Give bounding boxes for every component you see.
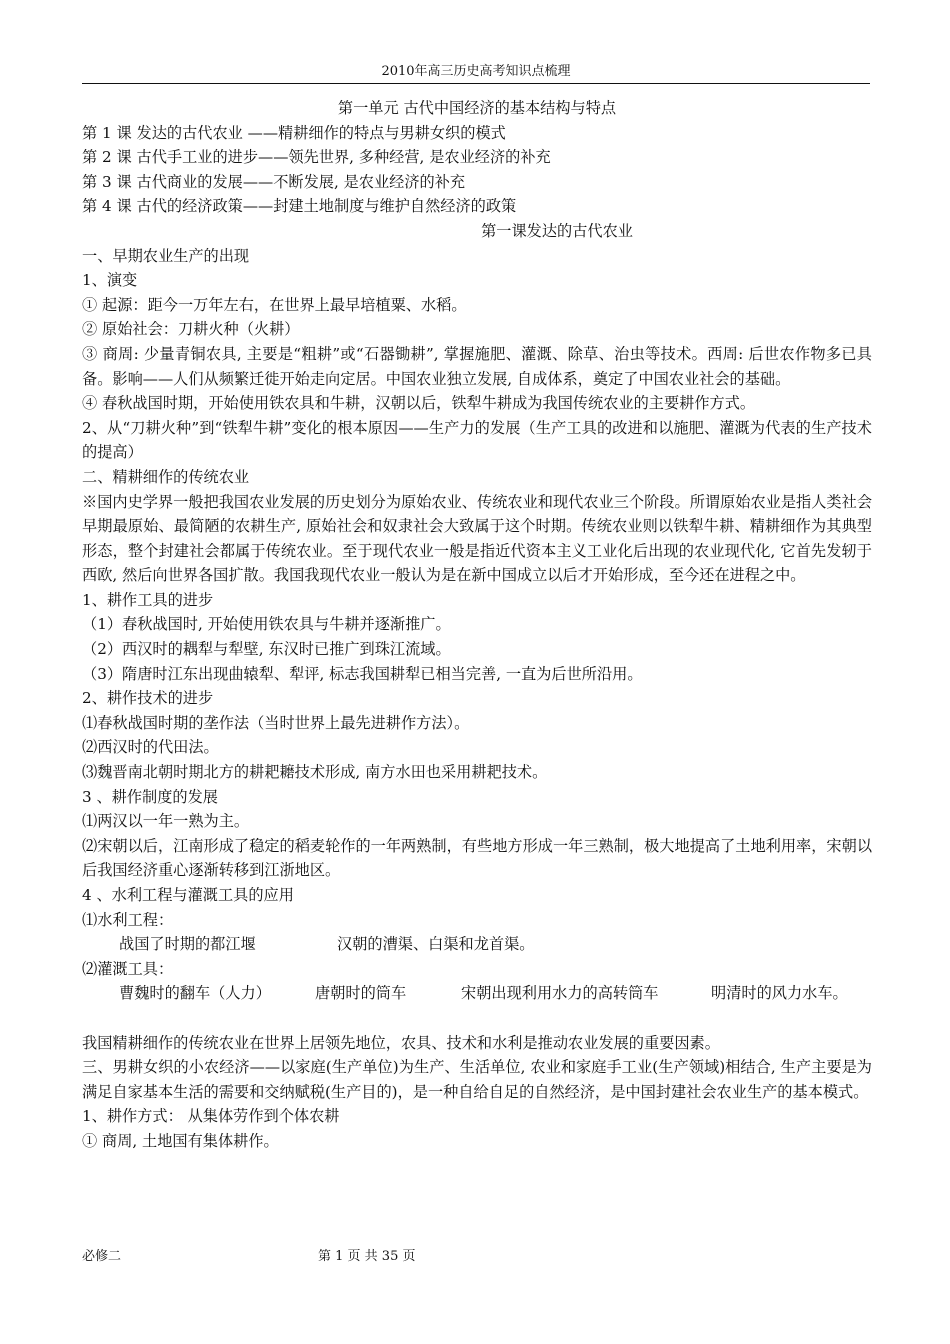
subheading: 3 、耕作制度的发展 xyxy=(82,787,218,806)
water-project-item: 汉朝的漕渠、白渠和龙首渠。 xyxy=(337,935,535,954)
unit-title: 第一单元 古代中国经济的基本结构与特点 xyxy=(337,99,617,117)
list-item: ⑴两汉以一年一熟为主。 xyxy=(82,812,250,831)
water-projects-row xyxy=(82,932,872,957)
list-item: ② 原始社会：刀耕火种（火耕） xyxy=(82,320,300,339)
note-paragraph: ※国内史学界一般把我国农业发展的历史划分为原始农业、传统农业和现代农业三个阶段。所谓原始农业是指人类社会早期最原始、最简陋的农耕生产, 原始社会和奴隶社会大致属于这个时期。传统农业则以铁犁牛耕、精耕细作为其典型形态，整个封建社会都属于传统农业。至于现代农业一般是指近代资本主义工业化后出现的农业现代化, 它首先发轫于西欧, 然后向世界各国扩散。我国我现代农业一般认为是在新中国成立以后才开始形成，至今还在进程之中。 xyxy=(82,492,872,585)
lesson-title: 第一课发达的古代农业 xyxy=(481,221,633,240)
subheading: 1、耕作工具的进步 xyxy=(82,590,214,609)
subheading: ⑵灌溉工具： xyxy=(82,959,174,978)
section-heading: 一、早期农业生产的出现 xyxy=(82,246,250,265)
page-header: 2010年高三历史高考知识点梳理 xyxy=(381,64,571,79)
water-tool-item: 曹魏时的翻车（人力） xyxy=(119,984,271,1003)
water-tool-item: 唐朝时的筒车 xyxy=(315,984,407,1003)
list-item: ⑴春秋战国时期的垄作法（当时世界上最先进耕作方法）。 xyxy=(82,713,470,732)
list-item: ④ 春秋战国时期，开始使用铁农具和牛耕，汉朝以后，铁犁牛耕成为我国传统农业的主要耕作方式。 xyxy=(82,394,756,413)
footer-page-number: 第 1 页 共 35 页 xyxy=(318,1249,416,1264)
header-divider xyxy=(82,83,870,84)
list-item: （1）春秋战国时, 开始使用铁农具与牛耕并逐渐推广。 xyxy=(82,615,451,634)
lesson-list-item: 第 4 课 古代的经济政策——封建土地制度与维护自然经济的政策 xyxy=(82,197,517,216)
section-heading: 三、男耕女织的小农经济——以家庭(生产单位)为生产、生活单位, 农业和家庭手工业(生产领域)相结合, 生产主要是为满足自家基本生活的需要和交纳赋税(生产目的)，是一种自给自足的自然经济，是中国封建社会农业生产的基本模式。 xyxy=(82,1058,872,1101)
list-item: ③ 商周: 少量青铜农具, 主要是“粗耕”或“石器锄耕”, 掌握施肥、灌溉、除草、治虫等技术。西周: 后世农作物多已具备。影响——人们从频繁迁徙开始走向定居。中国农业独立发展, 自成体系，奠定了中国农业社会的基础。 xyxy=(82,344,872,388)
list-item: ⑶魏晋南北朝时期北方的耕耙耱技术形成, 南方水田也采用耕耙技术。 xyxy=(82,763,548,782)
list-item: （3）隋唐时江东出现曲辕犁、犁评, 标志我国耕犁已相当完善, 一直为后世所沿用。 xyxy=(82,664,643,683)
lesson-list-item: 第 2 课 古代手工业的进步——领先世界, 多种经营, 是农业经济的补充 xyxy=(82,148,551,167)
list-item: ⑵宋朝以后，江南形成了稳定的稻麦轮作的一年两熟制，有些地方形成一年三熟制，极大地提高了土地利用率，宋朝以后我国经济重心逐渐转移到江浙地区。 xyxy=(82,836,872,880)
list-item: ⑵西汉时的代田法。 xyxy=(82,738,219,757)
water-tools-row xyxy=(82,981,872,1006)
section-heading: 二、精耕细作的传统农业 xyxy=(82,467,250,486)
lesson-list-item: 第 1 课 发达的古代农业 ——精耕细作的特点与男耕女织的模式 xyxy=(82,123,506,142)
list-item: ① 起源：距今一万年左右，在世界上最早培植粟、水稻。 xyxy=(82,295,467,314)
summary-paragraph: 我国精耕细作的传统农业在世界上居领先地位，农具、技术和水利是推动农业发展的重要因素。 xyxy=(82,1033,720,1052)
list-item: （2）西汉时的耦犁与犁壁, 东汉时已推广到珠江流域。 xyxy=(82,640,451,659)
document-body xyxy=(82,96,872,1154)
water-project-item: 战国了时期的都江堰 xyxy=(119,935,256,954)
subheading: 4 、水利工程与灌溉工具的应用 xyxy=(82,886,294,904)
lesson-list-item: 第 3 课 古代商业的发展——不断发展, 是农业经济的补充 xyxy=(82,172,466,191)
footer-course: 必修二 xyxy=(82,1249,122,1264)
list-item: ① 商周, 土地国有集体耕作。 xyxy=(82,1131,279,1150)
subheading: 1、耕作方式： 从集体劳作到个体农耕 xyxy=(82,1107,340,1126)
water-tool-item: 明清时的风力水车。 xyxy=(711,984,848,1003)
subheading: 1、演变 xyxy=(82,271,138,290)
subheading: 2、耕作技术的进步 xyxy=(82,689,214,708)
blank-line xyxy=(82,1006,872,1031)
water-tool-item: 宋朝出现利用水力的高转筒车 xyxy=(461,984,659,1003)
subheading: ⑴水利工程： xyxy=(82,910,174,929)
subheading: 2、从“刀耕火种”到“铁犁牛耕”变化的根本原因——生产力的发展（生产工具的改进和以施肥、灌溉为代表的生产技术的提高） xyxy=(82,418,872,462)
